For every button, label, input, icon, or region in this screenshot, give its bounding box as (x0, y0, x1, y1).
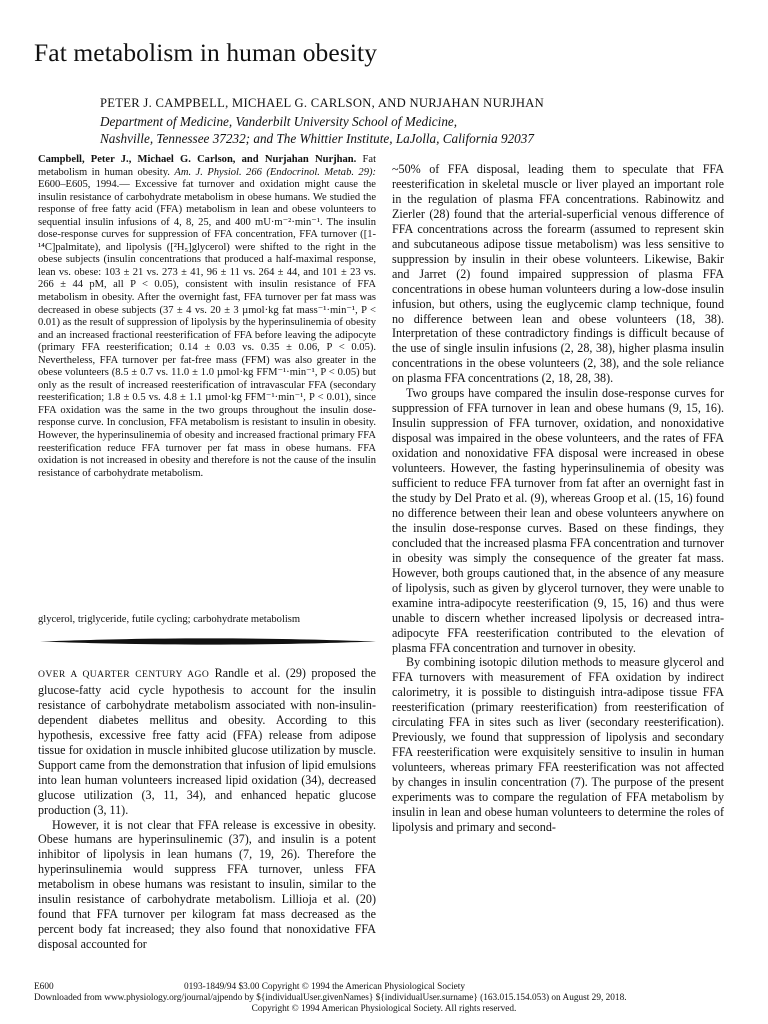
abstract-citation-authors: Campbell, Peter J., Michael G. Carlson, and Nurjahan Nurjhan. (38, 154, 357, 165)
abstract (38, 154, 376, 480)
affiliation-line-1: Department of Medicine, Vanderbilt University School of Medicine, (100, 114, 458, 129)
intro-paragraph-3: ~50% of FFA disposal, leading them to speculate that FFA reesterification in skeletal muscle or liver played an important role in the regulation of plasma FFA concentrations. Rabinowitz and Zierler (28) found that the arterial-superficial venous difference of FFA concentrations across the forearm (assumed to represent skin and subcutaneous adipose tissue metabolism) was less sensitive to suppression by insulin in their obese volunteers. Likewise, Bakir and Jarret (2) found impaired suppression of plasma FFA concentrations in obese human volunteers during a low-dose insulin infusion, but others, using the euglycemic clamp technique, found no difference between lean and obese volunteers (18, 38). Interpretation of these contradictory findings is difficult because of the use of single insulin infusions (2, 28, 38), higher plasma insulin concentrations in the obese volunteers (2, 38), and the sole reliance on plasma FFA concentrations (2, 18, 28, 38). (392, 162, 724, 386)
page-number: E600 (34, 982, 54, 992)
intro-paragraph-2: However, it is not clear that FFA release is excessive in obesity. Obese humans are hyperinsulinemic (37), and insulin is a potent inhibitor of lipolysis in lean humans (7, 19, 26). Therefore the hyperinsulinemia would suppress FFA turnover, unless FFA metabolism in obese humans was resistant to insulin, similar to the insulin resistance of carbohydrate metabolism. Lillioja et al. (20) found that FFA turnover per kilogram fat mass decreased as the percent body fat increased; they also found that nonoxidative FFA disposal accounted for (38, 817, 376, 952)
body-column-left (38, 666, 376, 952)
abstract-text: Excessive fat turnover and oxidation might cause the insulin resistance of carbohydrate metabolism in obese humans. We studied the response of free fatty acid (FFA) metabolism in lean and obese volunteers to sequential insulin infusions of 4, 8, 25, and 400 mU·m⁻²·min⁻¹. The insulin dose-response curves for suppression of FFA concentration, FFA turnover ([1-¹⁴C]palmitate), and lipolysis ([²H₅]glycerol) were shifted to the right in the obese subjects (insulin concentrations that produced a half-maximal response, lean vs. obese: 103 ± 21 vs. 273 ± 41, 96 ± 11 vs. 264 ± 44, and 101 ± 23 vs. 266 ± 44 pM, all P < 0.05), consistent with insulin resistance of FFA metabolism in obesity. After the overnight fast, FFA turnover per fat mass was decreased in obese subjects (37 ± 4 vs. 20 ± 3 µmol·kg fat mass⁻¹·min⁻¹, P < 0.01) as the result of suppression of lipolysis by the hyperinsulinemia of obesity and an increased fractional reesterification of FFA before leaving the adipocyte (primary FFA reesterification; 0.14 ± 0.03 vs. 0.35 ± 0.06, P < 0.05). Nevertheless, FFA turnover per fat-free mass (FFM) was also greater in the obese volunteers (8.5 ± 0.7 vs. 11.0 ± 1.0 µmol·kg FFM⁻¹·min⁻¹, P < 0.05) but only as the result of increased reesterification of intravascular FFA (secondary reesterification; 1.8 ± 0.5 vs. 4.8 ± 1.1 µmol·kg FFM⁻¹·min⁻¹, P < 0.01), since FFA oxidation was the same in the two groups throughout the insulin dose-response curve. In conclusion, FFA metabolism is resistant to insulin in obesity. However, the hyperinsulinemia of obesity and increased fractional primary FFA reesterification reduce FFA turnover per fat mass in obese humans. FFA oxidation is not increased in obesity and therefore is not the cause of the insulin resistance of carbohydrate metabolism. (38, 179, 376, 479)
download-notice: Downloaded from www.physiology.org/journal/ajpendo by ${individualUser.givenNames} ${individualUser.surname} (163.015.154.053) on August 29, 2018. (34, 993, 627, 1003)
article-title: Fat metabolism in human obesity (34, 38, 378, 67)
keywords: glycerol, triglyceride, futile cycling; carbohydrate metabolism (38, 614, 301, 625)
abstract-citation-journal: Am. J. Physiol. 266 (Endocrinol. Metab. 29): (174, 166, 377, 178)
intro-lead-caps: OVER A QUARTER CENTURY AGO (38, 669, 210, 680)
intro-paragraph-1 (38, 666, 376, 818)
copyright-notice: Copyright © 1994 American Physiological Society. All rights reserved. (251, 1003, 517, 1014)
author-list: PETER J. CAMPBELL, MICHAEL G. CARLSON, AND NURJAHAN NURJHAN (100, 96, 545, 110)
page-footer (34, 982, 734, 1014)
affiliation (100, 114, 534, 147)
intro-paragraph-5: By combining isotopic dilution methods to measure glycerol and FFA turnovers with measurement of FFA oxidation by indirect calorimetry, it is possible to distinguish intra-adipose tissue FFA reesterification (primary reesterification) from reesterification of circulating FFA in sites such as liver (secondary reesterification). Previously, we found that suppression of lipolysis and secondary FFA reesterification were exquisitely sensitive to insulin in human volunteers, whereas primary FFA reesterification was not affected by changes in insulin concentration (7). The purpose of the present experiments was to compare the regulation of FFA metabolism by insulin in lean and obese human volunteers to determine the roles of lipolysis and primary and second- (392, 655, 724, 834)
body-column-right (392, 162, 724, 835)
abstract-citation-title: Fat metabolism in human obesity. (38, 154, 376, 178)
abstract-citation-pages: E600–E605, 1994.— (38, 179, 130, 191)
affiliation-line-2: Nashville, Tennessee 37232; and The Whittier Institute, LaJolla, California 92037 (100, 130, 534, 146)
issn-line: 0193-1849/94 $3.00 Copyright © 1994 the American Physiological Society (184, 982, 466, 992)
intro-paragraph-1-text: Randle et al. (29) proposed the glucose-fatty acid cycle hypothesis to account for the insulin resistance of carbohydrate metabolism associated with non-insulin-dependent diabetes mellitus and obesity. According to this hypothesis, excessive free fatty acid (FFA) release from adipose tissue for oxidation in muscle inhibited glucose utilization by muscle. Support came from the demonstration that infusion of lipid emulsions into lean human volunteers increased lipid oxidation (34), decreased glucose utilization (3, 11, 34), and enhanced hepatic glucose production (3, 11). (38, 666, 376, 817)
section-divider (40, 638, 376, 645)
intro-paragraph-4: Two groups have compared the insulin dose-response curves for suppression of FFA turnover in lean and obese humans (9, 15, 16). Insulin suppression of FFA turnover, oxidation, and nonoxidative disposal was impaired in the obese volunteers, and the rates of FFA oxidation and nonoxidative FFA disposal were increased in obese volunteers. However, the fasting hyperinsulinemia of obesity was sufficient to reduce FFA turnover from fat after an overnight fast in the study by Del Prato et al. (9), whereas Groop et al. (15, 16) found no difference between their lean and obese volunteers anywhere on the insulin dose-response curves. Based on these findings, they concluded that the increased plasma FFA concentration and turnover in obesity was simply the consequence of the greater fat mass. However, both groups cautioned that, in the absence of any measure of lipolysis, such as given by glycerol turnover, they were unable to examine intra-adipocyte reesterification (9, 15, 16) and thus were unable to discern whether increased lipolysis or decreased intra-adipocyte FFA reesterification contributed to the elevation of plasma FFA concentration and turnover in obesity. (392, 386, 724, 655)
